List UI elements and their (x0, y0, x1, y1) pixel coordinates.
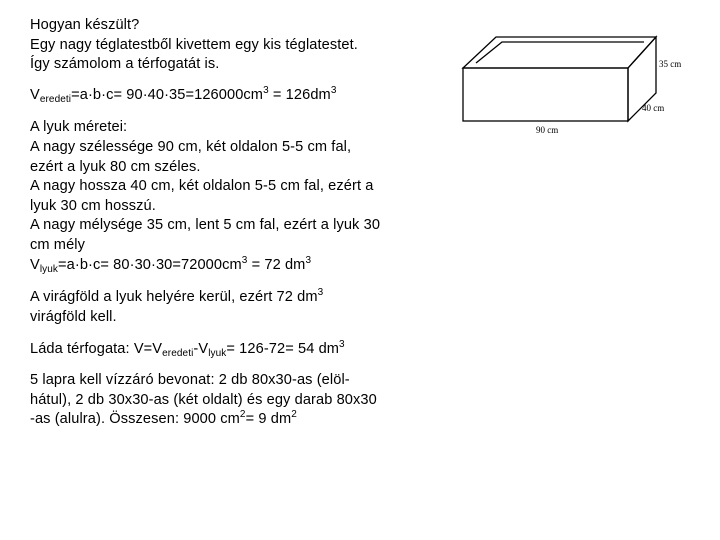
intro-line-3: Így számolom a térfogatát is. (30, 56, 220, 73)
v-symbol: V (30, 256, 40, 273)
coating-line-2: hátul), 2 db 30x30-as (két oldalt) és egy darab 80x30 (30, 391, 377, 408)
hole-line: lyuk 30 cm hosszú. (30, 197, 156, 214)
soil-text: A virágföld a lyuk helyére kerül, ezért 72 dm (30, 289, 318, 306)
exponent: 3 (317, 287, 324, 299)
exponent: 3 (330, 84, 337, 96)
box-volume-result: = 126-72= 54 dm (226, 341, 340, 358)
hole-line: A nagy hossza 40 cm, két oldalon 5-5 cm fal, ezért a (30, 178, 374, 195)
hole-volume-formula (30, 256, 440, 276)
coating-line-3 (30, 410, 440, 430)
soil-line-1 (30, 288, 440, 308)
label-height: 35 cm (659, 59, 682, 69)
exponent: 3 (305, 254, 312, 266)
formula-result: = 126dm (268, 86, 331, 103)
exponent: 2 (291, 409, 297, 421)
soil-line-2: virágföld kell. (30, 308, 117, 325)
exponent: 3 (339, 339, 345, 351)
box-diagram-svg (456, 20, 696, 140)
formula-result: = 72 dm (247, 256, 306, 273)
box-volume-minus: -V (193, 341, 209, 358)
label-depth: 40 cm (642, 103, 665, 113)
subscript-eredeti: eredeti (162, 348, 194, 360)
coating-line-1: 5 lapra kell vízzáró bevonat: 2 db 80x30-as (elöl- (30, 371, 350, 388)
hole-line: A nagy szélessége 90 cm, két oldalon 5-5 cm fal, (30, 138, 352, 155)
exponent: 3 (263, 84, 269, 96)
exponent: 3 (241, 254, 248, 266)
hole-line: A nagy mélysége 35 cm, lent 5 cm fal, ezért a lyuk 30 (30, 217, 381, 234)
box-volume-formula (30, 340, 440, 360)
original-volume-formula (30, 86, 440, 106)
box-inner-rim (476, 42, 644, 63)
box-volume-prefix: Láda térfogata: V=V (30, 341, 163, 358)
box-front-face (463, 68, 628, 121)
subscript-lyuk: lyuk (208, 348, 227, 360)
coating-text: -as (alulra). Összesen: 9000 cm (30, 411, 240, 428)
subscript-lyuk: lyuk (39, 263, 59, 275)
coating-result: = 9 dm (245, 411, 292, 428)
solution-text (30, 16, 440, 430)
hole-line: ezért a lyuk 80 cm széles. (30, 158, 201, 175)
hole-line: cm mély (30, 236, 86, 253)
formula-text: =a·b·c= 90·40·35=126000cm (71, 86, 264, 103)
exponent: 2 (239, 409, 246, 421)
v-symbol: V (30, 86, 40, 103)
box-diagram (456, 20, 696, 140)
subscript-eredeti: eredeti (39, 93, 72, 105)
intro-line-2: Egy nagy téglatestből kivettem egy kis téglatestet. (30, 36, 358, 53)
intro-line-1: Hogyan készült? (30, 17, 140, 33)
hole-title: A lyuk méretei: (30, 119, 128, 136)
label-width: 90 cm (536, 125, 559, 135)
formula-text: =a·b·c= 80·30·30=72000cm (58, 256, 242, 273)
